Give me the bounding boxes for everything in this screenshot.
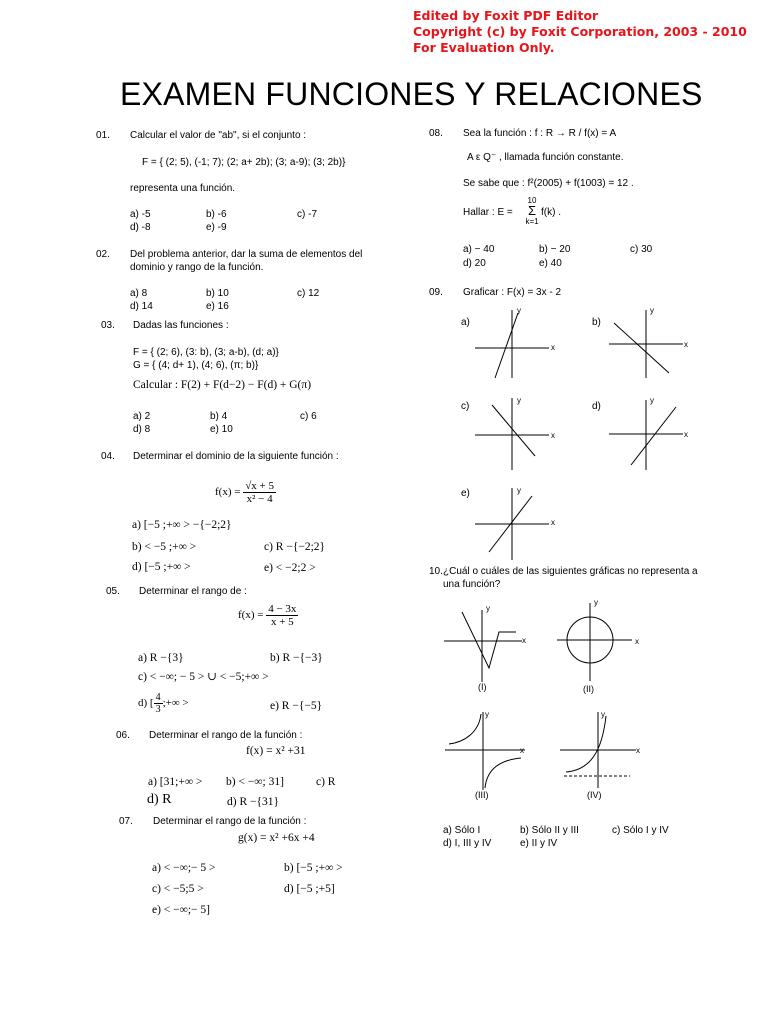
- q04-text: Determinar el dominio de la siguiente función :: [133, 451, 339, 462]
- q10-graph-1-label: (I): [478, 682, 487, 692]
- q09-number: 09.: [429, 287, 443, 298]
- q04-option-a: a) [−5 ;+∞ > −{−2;2}: [132, 519, 232, 531]
- q05-option-d-prefix: d) [: [138, 697, 154, 710]
- q10-line1: ¿Cuál o cuáles de las siguientes gráficas no representa a: [443, 566, 698, 577]
- q10-graph-3-y-label: y: [485, 710, 489, 719]
- q03-text: Dadas las funciones :: [133, 320, 229, 331]
- q05-option-a: a) R −{3}: [138, 652, 184, 664]
- q01-option-b: b) -6: [206, 209, 227, 220]
- q04-fraction: [243, 480, 276, 505]
- q04-number: 04.: [101, 451, 115, 462]
- q09-graph-a: [475, 308, 555, 378]
- q06-option-d: d) R −{31}: [227, 796, 280, 808]
- q06-option-c: c) R: [316, 776, 336, 788]
- q08-sum-term: f(k) .: [541, 207, 561, 218]
- q09-graph-d-y-label: y: [650, 396, 654, 405]
- q01-set: F = { (2; 5), (-1; 7); (2; a+ 2b); (3; a-9); (3; 2b)}: [142, 157, 346, 168]
- watermark-line-1: Edited by Foxit PDF Editor: [413, 8, 599, 23]
- q01-option-c: c) -7: [297, 209, 317, 220]
- q10-graph-1-curve: [462, 612, 516, 668]
- q09-graph-d-label: d): [592, 401, 601, 412]
- q02-option-a: a) 8: [130, 288, 148, 299]
- q05-option-c: c) < −∞; − 5 > ∪ < −5;+∞ >: [138, 671, 269, 683]
- q08-sum-symbol: Σ: [527, 203, 537, 218]
- q01-option-d: d) -8: [130, 222, 151, 233]
- watermark-line-2: Copyright (c) by Foxit Corporation, 2003 - 2010: [413, 24, 747, 39]
- q10-line2: una función?: [443, 579, 501, 590]
- q09-graph-e-x-label: x: [551, 518, 555, 527]
- q10-graph-3-curve-right: [485, 758, 521, 788]
- q10-graph-1-x-label: x: [522, 636, 526, 645]
- q02-line2: dominio y rango de la función.: [130, 262, 264, 273]
- q09-graph-e-label: e): [461, 488, 470, 499]
- q01-option-e: e) -9: [206, 222, 227, 233]
- q02-option-d: d) 14: [130, 301, 153, 312]
- q07-option-d: d) [−5 ;+5]: [284, 883, 335, 895]
- q04-formula: [215, 480, 276, 505]
- q10-graph-4-curve: [566, 716, 606, 772]
- q09-graph-b-x-label: x: [684, 340, 688, 349]
- q09-graph-c-x-label: x: [551, 431, 555, 440]
- q09-graph-b-line: [614, 323, 669, 373]
- q05-numerator: 4 − 3x: [268, 603, 297, 615]
- q04-option-e: e) < −2;2 >: [264, 562, 316, 574]
- q10-graph-3-x-label: x: [520, 746, 524, 755]
- q08-summation: [524, 196, 540, 226]
- q02-option-e: e) 16: [206, 301, 229, 312]
- q06-option-b: b) < −∞; 31]: [226, 776, 284, 788]
- q07-option-c: c) < −5;5 >: [152, 883, 204, 895]
- q03-set-f: F = { (2; 6), (3: b), (3; a-b), (d; a)}: [133, 347, 279, 358]
- q08-text: Sea la función : f : R → R / f(x) = A: [463, 128, 617, 139]
- q08-line2: A ε Q⁻ , llamada función constante.: [467, 152, 624, 163]
- q10-graph-1-y-label: y: [486, 604, 490, 613]
- q02-option-c: c) 12: [297, 288, 320, 299]
- q09-graph-d-line: [631, 407, 676, 465]
- q08-option-a: a) − 40: [463, 244, 495, 255]
- q02-number: 02.: [96, 249, 110, 260]
- q03-set-g: G = { (4; d+ 1), (4; 6), (π; b)}: [133, 360, 259, 371]
- q06-text: Determinar el rango de la función :: [149, 730, 303, 741]
- q10-option-b: b) Sólo II y III: [520, 825, 579, 836]
- q09-graph-c-label: c): [461, 401, 470, 412]
- q04-option-d: d) [−5 ;+∞ >: [132, 561, 191, 573]
- q10-option-c: c) Sólo I y IV: [612, 825, 669, 836]
- q07-option-b: b) [−5 ;+∞ >: [284, 862, 343, 874]
- q06-expr: f(x) = x² +31: [246, 745, 306, 757]
- q09-graph-b: [609, 308, 689, 378]
- q09-graph-c-y-label: y: [517, 396, 521, 405]
- q10-number: 10.: [429, 566, 443, 577]
- q05-option-d-fraction: [154, 692, 163, 715]
- q07-number: 07.: [119, 816, 133, 827]
- q04-option-c: c) R −{−2;2}: [264, 541, 326, 553]
- q07-text: Determinar el rango de la función :: [153, 816, 307, 827]
- q08-option-b: b) − 20: [539, 244, 571, 255]
- q10-graph-4-y-label: y: [601, 710, 605, 719]
- q04-numerator: √x + 5: [245, 480, 274, 492]
- q05-option-e: e) R −{−5}: [270, 700, 323, 712]
- q09-graph-a-y-label: y: [517, 306, 521, 315]
- q03-option-c: c) 6: [300, 411, 317, 422]
- q09-graph-e: [475, 488, 555, 560]
- q09-graph-e-y-label: y: [517, 486, 521, 495]
- q09-graph-a-line: [495, 313, 518, 378]
- q04-denominator: x² − 4: [246, 493, 273, 505]
- q05-option-d-suffix: ;+∞ >: [162, 697, 189, 710]
- q05-option-d-den: 3: [155, 704, 161, 715]
- q04-option-b: b) < −5 ;+∞ >: [132, 541, 197, 553]
- q02-line1: Del problema anterior, dar la suma de elementos del: [130, 249, 363, 260]
- q05-formula: [238, 603, 298, 628]
- q05-text: Determinar el rango de :: [139, 586, 247, 597]
- q10-option-e: e) II y IV: [520, 838, 558, 849]
- q08-line3: Se sabe que : f²(2005) + f(1003) = 12 .: [463, 178, 634, 189]
- q01-option-a: a) -5: [130, 209, 151, 220]
- q09-graph-a-label: a): [461, 317, 470, 328]
- q08-option-c: c) 30: [630, 244, 653, 255]
- q05-option-b: b) R −{−3}: [270, 652, 323, 664]
- q03-option-b: b) 4: [210, 411, 228, 422]
- q03-option-e: e) 10: [210, 424, 233, 435]
- q03-option-a: a) 2: [133, 411, 151, 422]
- q02-option-b: b) 10: [206, 288, 229, 299]
- q09-graph-d-x-label: x: [684, 430, 688, 439]
- q08-sum-top: 10: [527, 196, 537, 205]
- q06-number: 06.: [116, 730, 130, 741]
- q05-option-d: [138, 692, 189, 715]
- q10-graph-4-label: (IV): [587, 790, 602, 800]
- q06-option-a: a) [31;+∞ >: [148, 776, 203, 788]
- q03-number: 03.: [101, 320, 115, 331]
- q03-calc: Calcular : F(2) + F(d−2) − F(d) + G(π): [133, 379, 312, 391]
- q08-option-d: d) 20: [463, 258, 486, 269]
- q01-text2: representa una función.: [130, 183, 236, 194]
- q10-option-d: d) I, III y IV: [443, 838, 492, 849]
- q07-option-a: a) < −∞;− 5 >: [152, 862, 216, 874]
- q01-text: Calcular el valor de "ab", si el conjunto :: [130, 130, 307, 141]
- q05-formula-lhs: f(x) =: [238, 609, 264, 622]
- q08-option-e: e) 40: [539, 258, 562, 269]
- q04-formula-lhs: f(x) =: [215, 486, 241, 499]
- q09-graph-c: [475, 398, 555, 470]
- foxit-watermark: [413, 8, 747, 56]
- q10-graph-2-label: (II): [583, 684, 594, 694]
- q09-graph-c-line: [492, 405, 535, 456]
- q10-graph-3-label: (III): [475, 790, 489, 800]
- q03-option-d: d) 8: [133, 424, 151, 435]
- q10-graph-2-x-label: x: [635, 637, 639, 646]
- q08-hallar: Hallar : E =: [463, 207, 513, 218]
- q07-option-e: e) < −∞;− 5]: [152, 904, 210, 916]
- q05-fraction: [266, 603, 298, 628]
- watermark-line-3: For Evaluation Only.: [413, 40, 555, 55]
- q09-graph-a-x-label: x: [551, 343, 555, 352]
- q09-graph-b-label: b): [592, 317, 601, 328]
- q08-sum-bottom: k=1: [525, 217, 539, 226]
- q06-option-d-large: d) R: [147, 792, 172, 807]
- q10-graph-3-curve-left: [449, 714, 481, 744]
- q10-graph-2-y-label: y: [594, 598, 598, 607]
- q10-graph-2: [557, 603, 647, 683]
- q10-graph-4-x-label: x: [636, 746, 640, 755]
- q08-number: 08.: [429, 128, 443, 139]
- q05-number: 05.: [106, 586, 120, 597]
- page-title: EXAMEN FUNCIONES Y RELACIONES: [120, 76, 703, 112]
- q05-denominator: x + 5: [270, 616, 294, 628]
- q09-text: Graficar : F(x) = 3x - 2: [463, 287, 562, 298]
- q01-number: 01.: [96, 130, 110, 141]
- q10-graph-1: [444, 610, 534, 682]
- q09-graph-b-y-label: y: [650, 306, 654, 315]
- q10-option-a: a) Sólo I: [443, 825, 481, 836]
- q09-graph-d: [609, 398, 689, 470]
- q07-expr: g(x) = x² +6x +4: [238, 832, 315, 844]
- q05-option-d-num: 4: [155, 692, 161, 703]
